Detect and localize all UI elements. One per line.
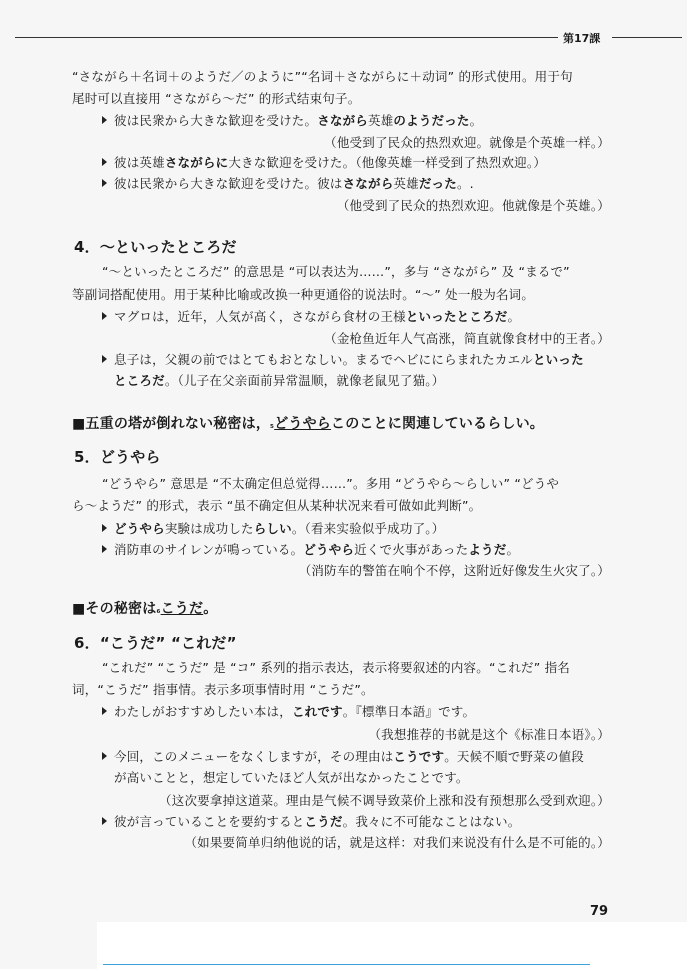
footer-blank-area [97, 922, 687, 969]
underlined-text: こうだ [160, 601, 204, 617]
bullet-icon [102, 707, 107, 715]
text-segment: 词，“こうだ” 指事情。表示多项事情时用 “こうだ”。 [72, 682, 374, 697]
paragraph-line [72, 69, 573, 85]
text-segment: が高いことと，想定していたほど人気が出なかったことです。 [114, 770, 469, 785]
text-segment: （他受到了民众的热烈欢迎。他就像是个英雄。） [336, 198, 610, 213]
text-segment: 彼は英雄 [114, 155, 165, 170]
text-segment: わたしがおすすめしたい本は， [114, 704, 292, 719]
text-segment: 息子は，父親の前ではとてもおとなしい。まるでヘビににらまれたカエル [114, 352, 533, 367]
example-continuation [114, 373, 444, 389]
text-segment: 。我々に不可能なことはない。 [342, 814, 521, 829]
page-number: 79 [590, 904, 609, 919]
text-segment: マグロは，近年，人気が高く，さながら食材の王様 [114, 309, 406, 324]
text-segment: 彼が言っていることを要約すると [114, 814, 305, 829]
text-segment: ら～ようだ” 的形式，表示 “虽不确定但从某种状况来看可做如此判断”。 [72, 498, 482, 513]
emphasis-text: さながら [342, 176, 394, 191]
bullet-icon [102, 817, 107, 825]
footer-divider [103, 964, 590, 965]
translation-line [337, 198, 610, 214]
text-segment: ■その秘密は [72, 601, 157, 617]
example-sentence [102, 113, 482, 129]
emphasis-text: どうやら [114, 521, 165, 536]
text-segment: “さながら＋名词＋のようだ／のように”“名词＋さながらに＋动词” 的形式使用。用于句 [72, 69, 573, 84]
text-segment: 。 [203, 601, 218, 617]
text-segment: 5．どうやら [74, 448, 161, 466]
text-segment: 大きな歓迎を受けた。（他像英雄一样受到了热烈欢迎。） [228, 155, 547, 170]
text-segment: （消防车的警笛在响个不停，这附近好像发生火灾了。） [298, 563, 610, 578]
text-segment: 。 [507, 309, 521, 324]
example-sentence [102, 521, 444, 537]
text-segment: 。天候不順で野菜の値段 [444, 749, 584, 764]
emphasis-text: さながらに [164, 155, 229, 170]
text-segment: 近くで火事があった [354, 542, 469, 557]
text-segment: このことに関連しているらしい。 [331, 416, 544, 432]
example-continuation [114, 770, 469, 786]
bullet-icon [102, 524, 107, 532]
emphasis-text: らしい [253, 521, 292, 536]
emphasis-text: のようだった [393, 113, 470, 128]
text-segment: （这次要拿掉这道菜。理由是气候不调导致菜价上涨和没有预想那么受到欢迎。） [159, 793, 610, 808]
text-segment: 英雄 [368, 113, 394, 128]
emphasis-text: こうです [393, 749, 445, 764]
bullet-icon [102, 312, 107, 320]
translation-line [299, 563, 610, 579]
section-heading [74, 635, 237, 651]
underlined-text: どうやら [274, 416, 331, 432]
text-segment: 。 [506, 542, 520, 557]
text-segment: （如果要简单归纳他说的话，就是这样：对我们来说没有什么是不可能的。） [184, 835, 610, 850]
text-segment: 彼は民衆から大きな歓迎を受けた。彼は [114, 176, 343, 191]
paragraph-line [72, 498, 481, 514]
text-segment: （金枪鱼近年人气高涨，简直就像食材中的王者。） [324, 331, 610, 346]
emphasis-text: こうだ [304, 814, 343, 829]
text-segment: 消防車のサイレンが鳴っている。 [114, 542, 304, 557]
example-sentence [102, 155, 546, 171]
translation-line [324, 331, 610, 347]
translation-line [159, 793, 610, 809]
text-segment: 。『標準日本語』です。 [342, 704, 476, 719]
text-segment: 。. [456, 176, 474, 191]
text-segment: 英雄 [393, 176, 419, 191]
text-segment: （我想推荐的书就是这个《标准日本语》。） [368, 727, 610, 742]
example-sentence [102, 814, 520, 830]
emphasis-text: これです [291, 704, 343, 719]
bullet-icon [102, 158, 107, 166]
bullet-icon [102, 355, 107, 363]
paragraph-line [72, 287, 534, 303]
example-sentence [102, 176, 474, 192]
text-segment: 4．～といったところだ [74, 238, 237, 256]
emphasis-text: さながら [317, 113, 369, 128]
key-sentence [72, 416, 544, 434]
text-segment: （他受到了民众的热烈欢迎。就像是个英雄一样。） [324, 135, 610, 150]
bullet-icon [102, 179, 107, 187]
emphasis-text: だった [418, 176, 457, 191]
text-segment: “これだ” “こうだ” 是 “コ” 系列的指示表达，表示将要叙述的内容。“これだ” 指名 [102, 660, 570, 675]
section-heading [74, 239, 237, 255]
translation-line [324, 135, 610, 151]
text-segment: ₅ [270, 421, 275, 431]
header-rule-left [15, 37, 558, 38]
text-segment: “～といったところだ” 的意思是 “可以表达为……”，多与 “さながら” 及 “まるで” [102, 264, 570, 279]
translation-line [368, 727, 610, 743]
text-segment: 実験は成功した [164, 521, 254, 536]
bullet-icon [102, 116, 107, 124]
text-segment: 今回，このメニューをなくしますが，その理由は [114, 749, 394, 764]
bullet-icon [102, 545, 107, 553]
emphasis-text: といったところだ [405, 309, 508, 324]
text-segment: ■五重の塔が倒れない秘密は， [72, 416, 271, 432]
example-sentence [102, 704, 475, 720]
header-rule-right [612, 37, 682, 38]
text-segment: 彼は民衆から大きな歓迎を受けた。 [114, 113, 318, 128]
paragraph-line [102, 264, 570, 280]
example-sentence [102, 542, 519, 558]
text-segment: “どうやら” 意思是 “不太确定但总觉得……”。多用 “どうやら～らしい” “どうや [102, 476, 560, 491]
text-segment: 等副词搭配使用。用于某种比喻或改换一种更通俗的说法时。“～” 处一般为名词。 [72, 287, 535, 302]
paragraph-line [72, 682, 374, 698]
text-segment: 6．“こうだ” “これだ” [74, 634, 237, 652]
emphasis-text: どうやら [303, 542, 355, 557]
text-segment: 。 [469, 113, 483, 128]
section-heading [74, 449, 161, 465]
text-segment: 尾时可以直接用 “さながら～だ” 的形式结束句子。 [72, 91, 361, 106]
paragraph-line [102, 660, 570, 676]
bullet-icon [102, 752, 107, 760]
example-sentence [102, 749, 584, 765]
emphasis-text: ところだ [114, 373, 165, 388]
translation-line [184, 835, 610, 851]
paragraph-line [102, 476, 559, 492]
text-segment: ₆ [156, 606, 161, 616]
paragraph-line [72, 91, 360, 107]
example-sentence [102, 352, 584, 368]
lesson-header: 第17課 [563, 32, 601, 45]
emphasis-text: ようだ [468, 542, 507, 557]
emphasis-text: といった [532, 352, 584, 367]
text-segment: 。（看来实验似乎成功了。） [291, 521, 445, 536]
key-sentence [72, 601, 217, 619]
example-sentence [102, 309, 520, 325]
text-segment: 。（儿子在父亲面前异常温顺，就像老鼠见了猫。） [164, 373, 445, 388]
